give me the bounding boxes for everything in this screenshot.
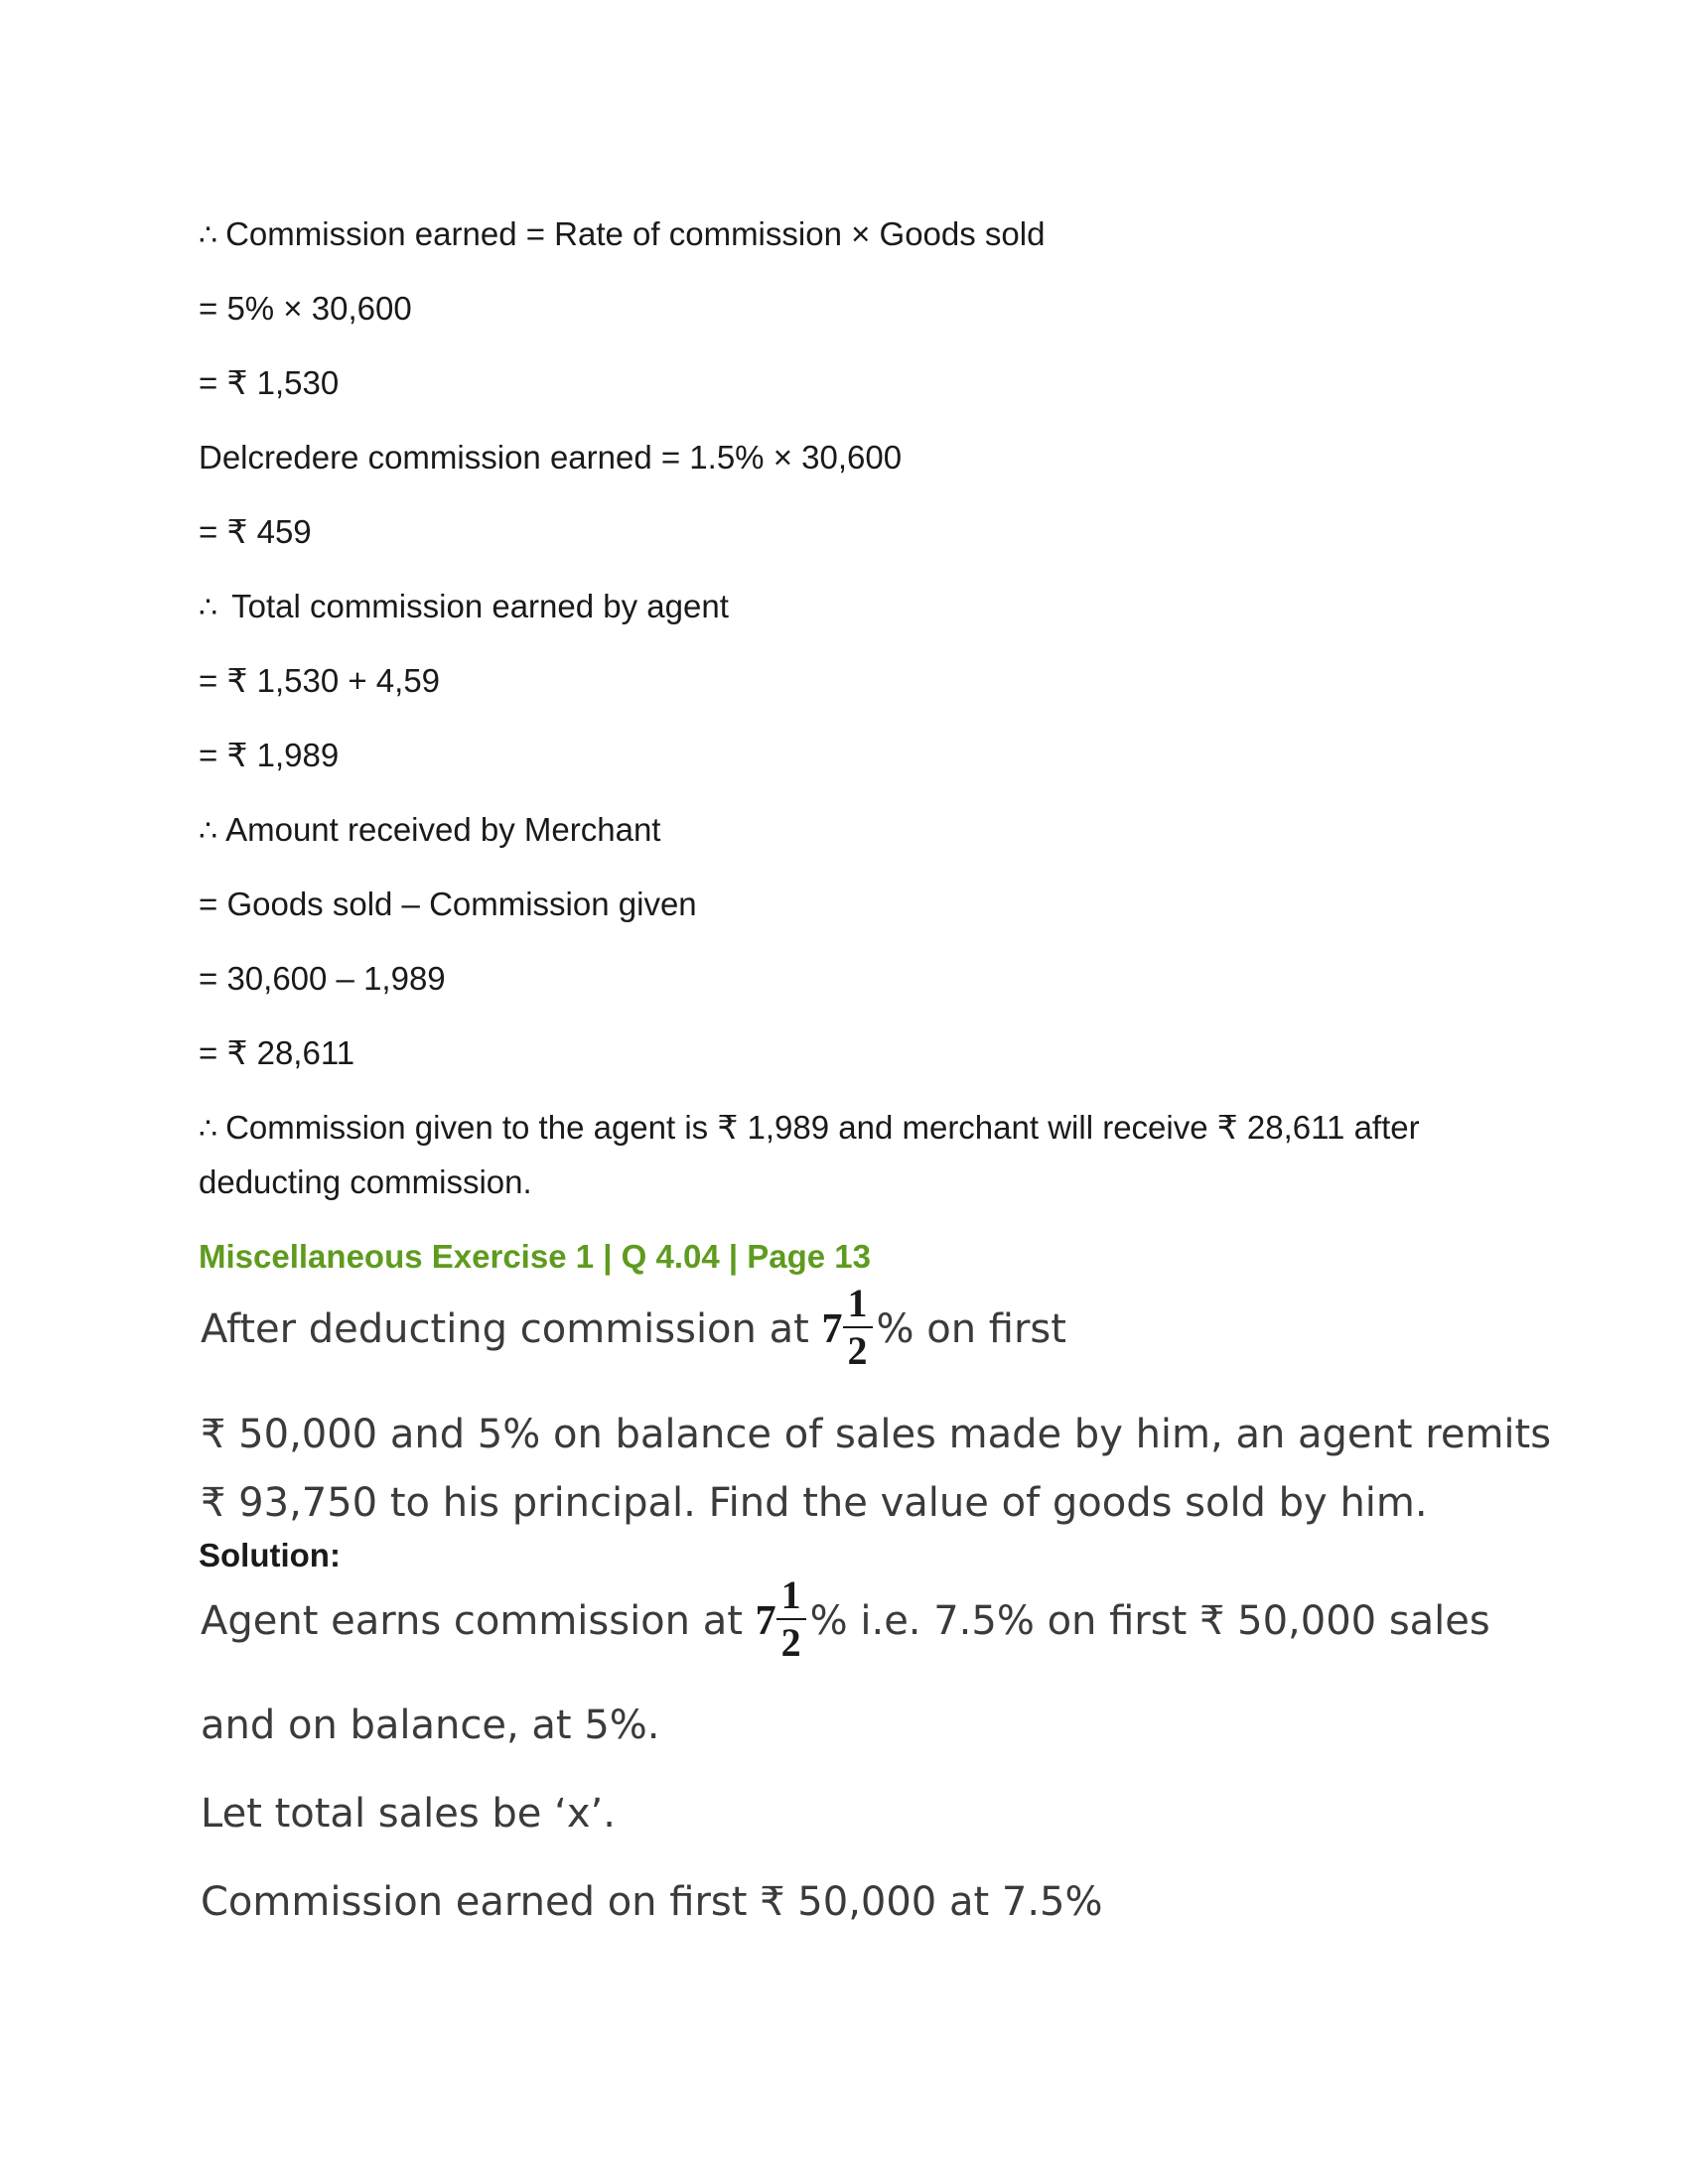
text-line: = Goods sold – Commission given <box>199 886 697 922</box>
exercise-heading: Miscellaneous Exercise 1 | Q 4.04 | Page 13 <box>199 1238 872 1275</box>
text: % i.e. 7.5% on first ₹ 50,000 sales <box>809 1598 1490 1644</box>
solution-label: Solution: <box>199 1537 341 1573</box>
solution-line: Commission earned on first ₹ 50,000 at 7.5% <box>201 1879 1103 1925</box>
text-line <box>199 810 660 852</box>
text-line: deducting commission. <box>199 1163 532 1200</box>
text-line <box>199 214 1045 256</box>
therefore-symbol: ∴ <box>199 815 218 848</box>
text: Amount received by Merchant <box>225 811 661 848</box>
text: After deducting commission at <box>201 1306 809 1352</box>
text-line: = ₹ 1,530 <box>199 364 340 401</box>
solution-line: Let total sales be ‘x’. <box>201 1791 616 1837</box>
text: Commission given to the agent is ₹ 1,989 and merchant will receive ₹ 28,611 after <box>225 1109 1420 1146</box>
fraction <box>776 1574 806 1664</box>
text: % on first <box>876 1306 1066 1352</box>
fraction-denominator: 2 <box>847 1328 868 1373</box>
mixed-number-whole: 7 <box>821 1306 843 1352</box>
solution-line: and on balance, at 5%. <box>201 1703 660 1748</box>
therefore-symbol: ∴ <box>199 219 218 252</box>
fraction <box>843 1283 873 1372</box>
question-line: ₹ 50,000 and 5% on balance of sales made by him, an agent remits <box>201 1412 1552 1457</box>
text-line: = ₹ 1,989 <box>199 737 340 773</box>
text: Total commission earned by agent <box>231 588 729 624</box>
text: Agent earns commission at <box>201 1598 743 1644</box>
therefore-symbol: ∴ <box>199 1113 218 1146</box>
text-line: = ₹ 1,530 + 4,59 <box>199 662 441 699</box>
fraction-numerator: 1 <box>780 1572 801 1617</box>
fraction-denominator: 2 <box>780 1620 801 1665</box>
text-line: = 5% × 30,600 <box>199 290 412 327</box>
solution-line <box>201 1572 1490 1668</box>
text-line: Delcredere commission earned = 1.5% × 30,600 <box>199 439 903 476</box>
question-line: ₹ 93,750 to his principal. Find the value of goods sold by him. <box>201 1480 1428 1526</box>
question-line <box>201 1281 1066 1376</box>
text: Commission earned = Rate of commission × Goods sold <box>225 215 1046 252</box>
text-line <box>199 587 729 628</box>
mixed-number-whole: 7 <box>755 1598 776 1644</box>
text-line: = ₹ 28,611 <box>199 1034 355 1071</box>
fraction-numerator: 1 <box>847 1281 868 1325</box>
text-line: = 30,600 – 1,989 <box>199 960 446 997</box>
text-line <box>199 1108 1420 1150</box>
text-line: = ₹ 459 <box>199 513 312 550</box>
therefore-symbol: ∴ <box>199 592 218 624</box>
